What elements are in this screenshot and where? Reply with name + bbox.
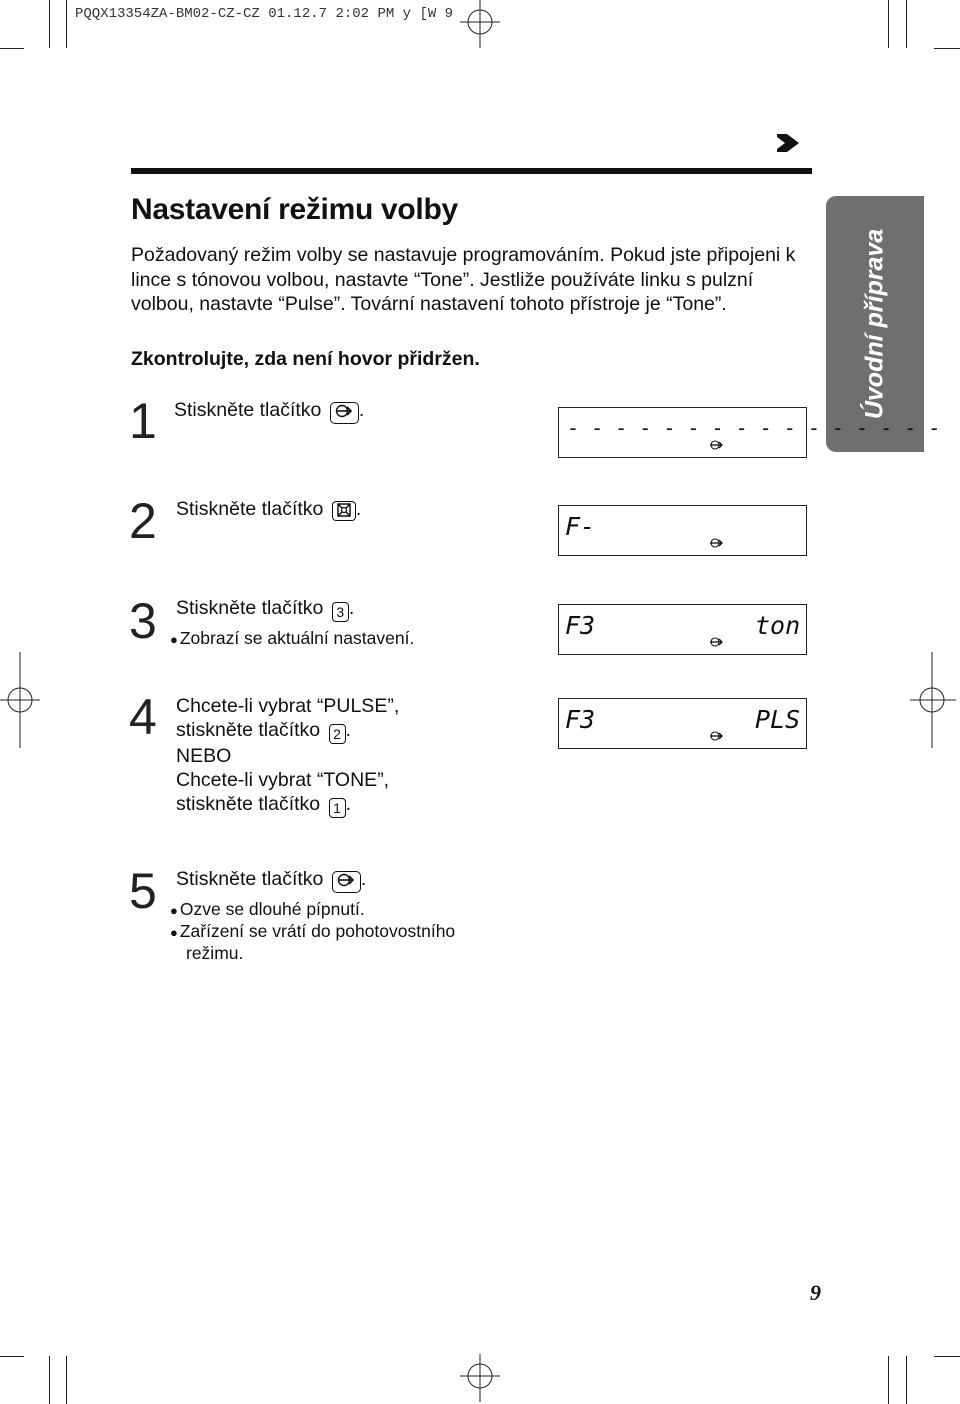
program-icon	[332, 501, 356, 521]
step-number: 4	[129, 689, 157, 745]
key-2-icon: 2	[329, 724, 346, 744]
page-title: Nastavení režimu volby	[131, 193, 458, 226]
step-instruction: Stiskněte tlačítko	[176, 597, 324, 619]
lcd-display	[558, 505, 807, 556]
step-number: 2	[129, 493, 157, 549]
lcd-right-text: ton	[755, 611, 801, 640]
step-text: Stiskněte tlačítko .	[174, 398, 364, 424]
step-number: 3	[129, 593, 157, 649]
intro-paragraph: Požadovaný režim volby se nastavuje programováním. Pokud jste připojeni k lince s tónovou volbou, nastavte “Tone”. Jestliže používáte linku s pulzní volbou, nastavte “Pulse”. Tovární nastavení tohoto přístroje je “Tone”.	[131, 244, 796, 316]
step-note-continued: režimu.	[186, 943, 244, 963]
print-header-code: PQQX13354ZA-BM02-CZ-CZ 01.12.7 2:02 PM y [W 9	[75, 6, 454, 22]
top-rule	[131, 168, 812, 174]
lcd-display	[558, 407, 941, 458]
step-text: Stiskněte tlačítko .	[176, 867, 366, 893]
page-number: 9	[810, 1280, 821, 1305]
lcd-left-text: F-	[565, 512, 596, 541]
lcd-left-text: - - - - - - - - - - - - - - - -	[567, 416, 941, 440]
step-text: Stiskněte tlačítko 3 .	[176, 597, 355, 620]
talk-indicator-icon	[709, 439, 724, 451]
key-3-icon: 3	[332, 602, 349, 622]
step-number: 5	[129, 863, 157, 919]
registration-mark-icon	[452, 0, 508, 50]
talk-indicator-icon	[709, 730, 724, 742]
registration-mark-icon	[452, 1352, 508, 1404]
step-text: Chcete-li vybrat “PULSE”, stiskněte tlačítko 2 . NEBO Chcete-li vybrat “TONE”, stiskněte tlačítko 1 .	[176, 695, 400, 816]
registration-mark-icon	[910, 652, 956, 748]
registration-mark-icon	[0, 652, 40, 748]
key-1-icon: 1	[329, 798, 346, 818]
step-note: ● Zařízení se vrátí do pohotovostního	[170, 920, 455, 944]
step-instruction: Stiskněte tlačítko	[176, 868, 324, 890]
lcd-left-text: F3	[565, 611, 596, 640]
warning-note: Zkontrolujte, zda není hovor přidržen.	[131, 348, 480, 370]
step-text: Stiskněte tlačítko .	[176, 498, 362, 520]
section-tab-label: Úvodní příprava	[860, 228, 889, 420]
lcd-display	[558, 604, 807, 655]
lcd-left-text: F3	[565, 705, 596, 734]
talk-arrow-icon	[332, 871, 361, 893]
lcd-display	[558, 698, 807, 749]
step-number: 1	[129, 393, 157, 449]
talk-indicator-icon	[709, 636, 724, 648]
step-instruction: Stiskněte tlačítko	[174, 399, 322, 421]
talk-arrow-icon	[330, 402, 359, 424]
continue-arrow-icon	[775, 130, 801, 156]
step-note: ● Zobrazí se aktuální nastavení.	[170, 627, 414, 651]
section-tab	[826, 196, 924, 452]
step-note: ● Ozve se dlouhé pípnutí.	[170, 898, 365, 922]
step-instruction: Stiskněte tlačítko	[176, 498, 324, 520]
lcd-right-text: PLS	[755, 705, 801, 734]
talk-indicator-icon	[709, 537, 724, 549]
